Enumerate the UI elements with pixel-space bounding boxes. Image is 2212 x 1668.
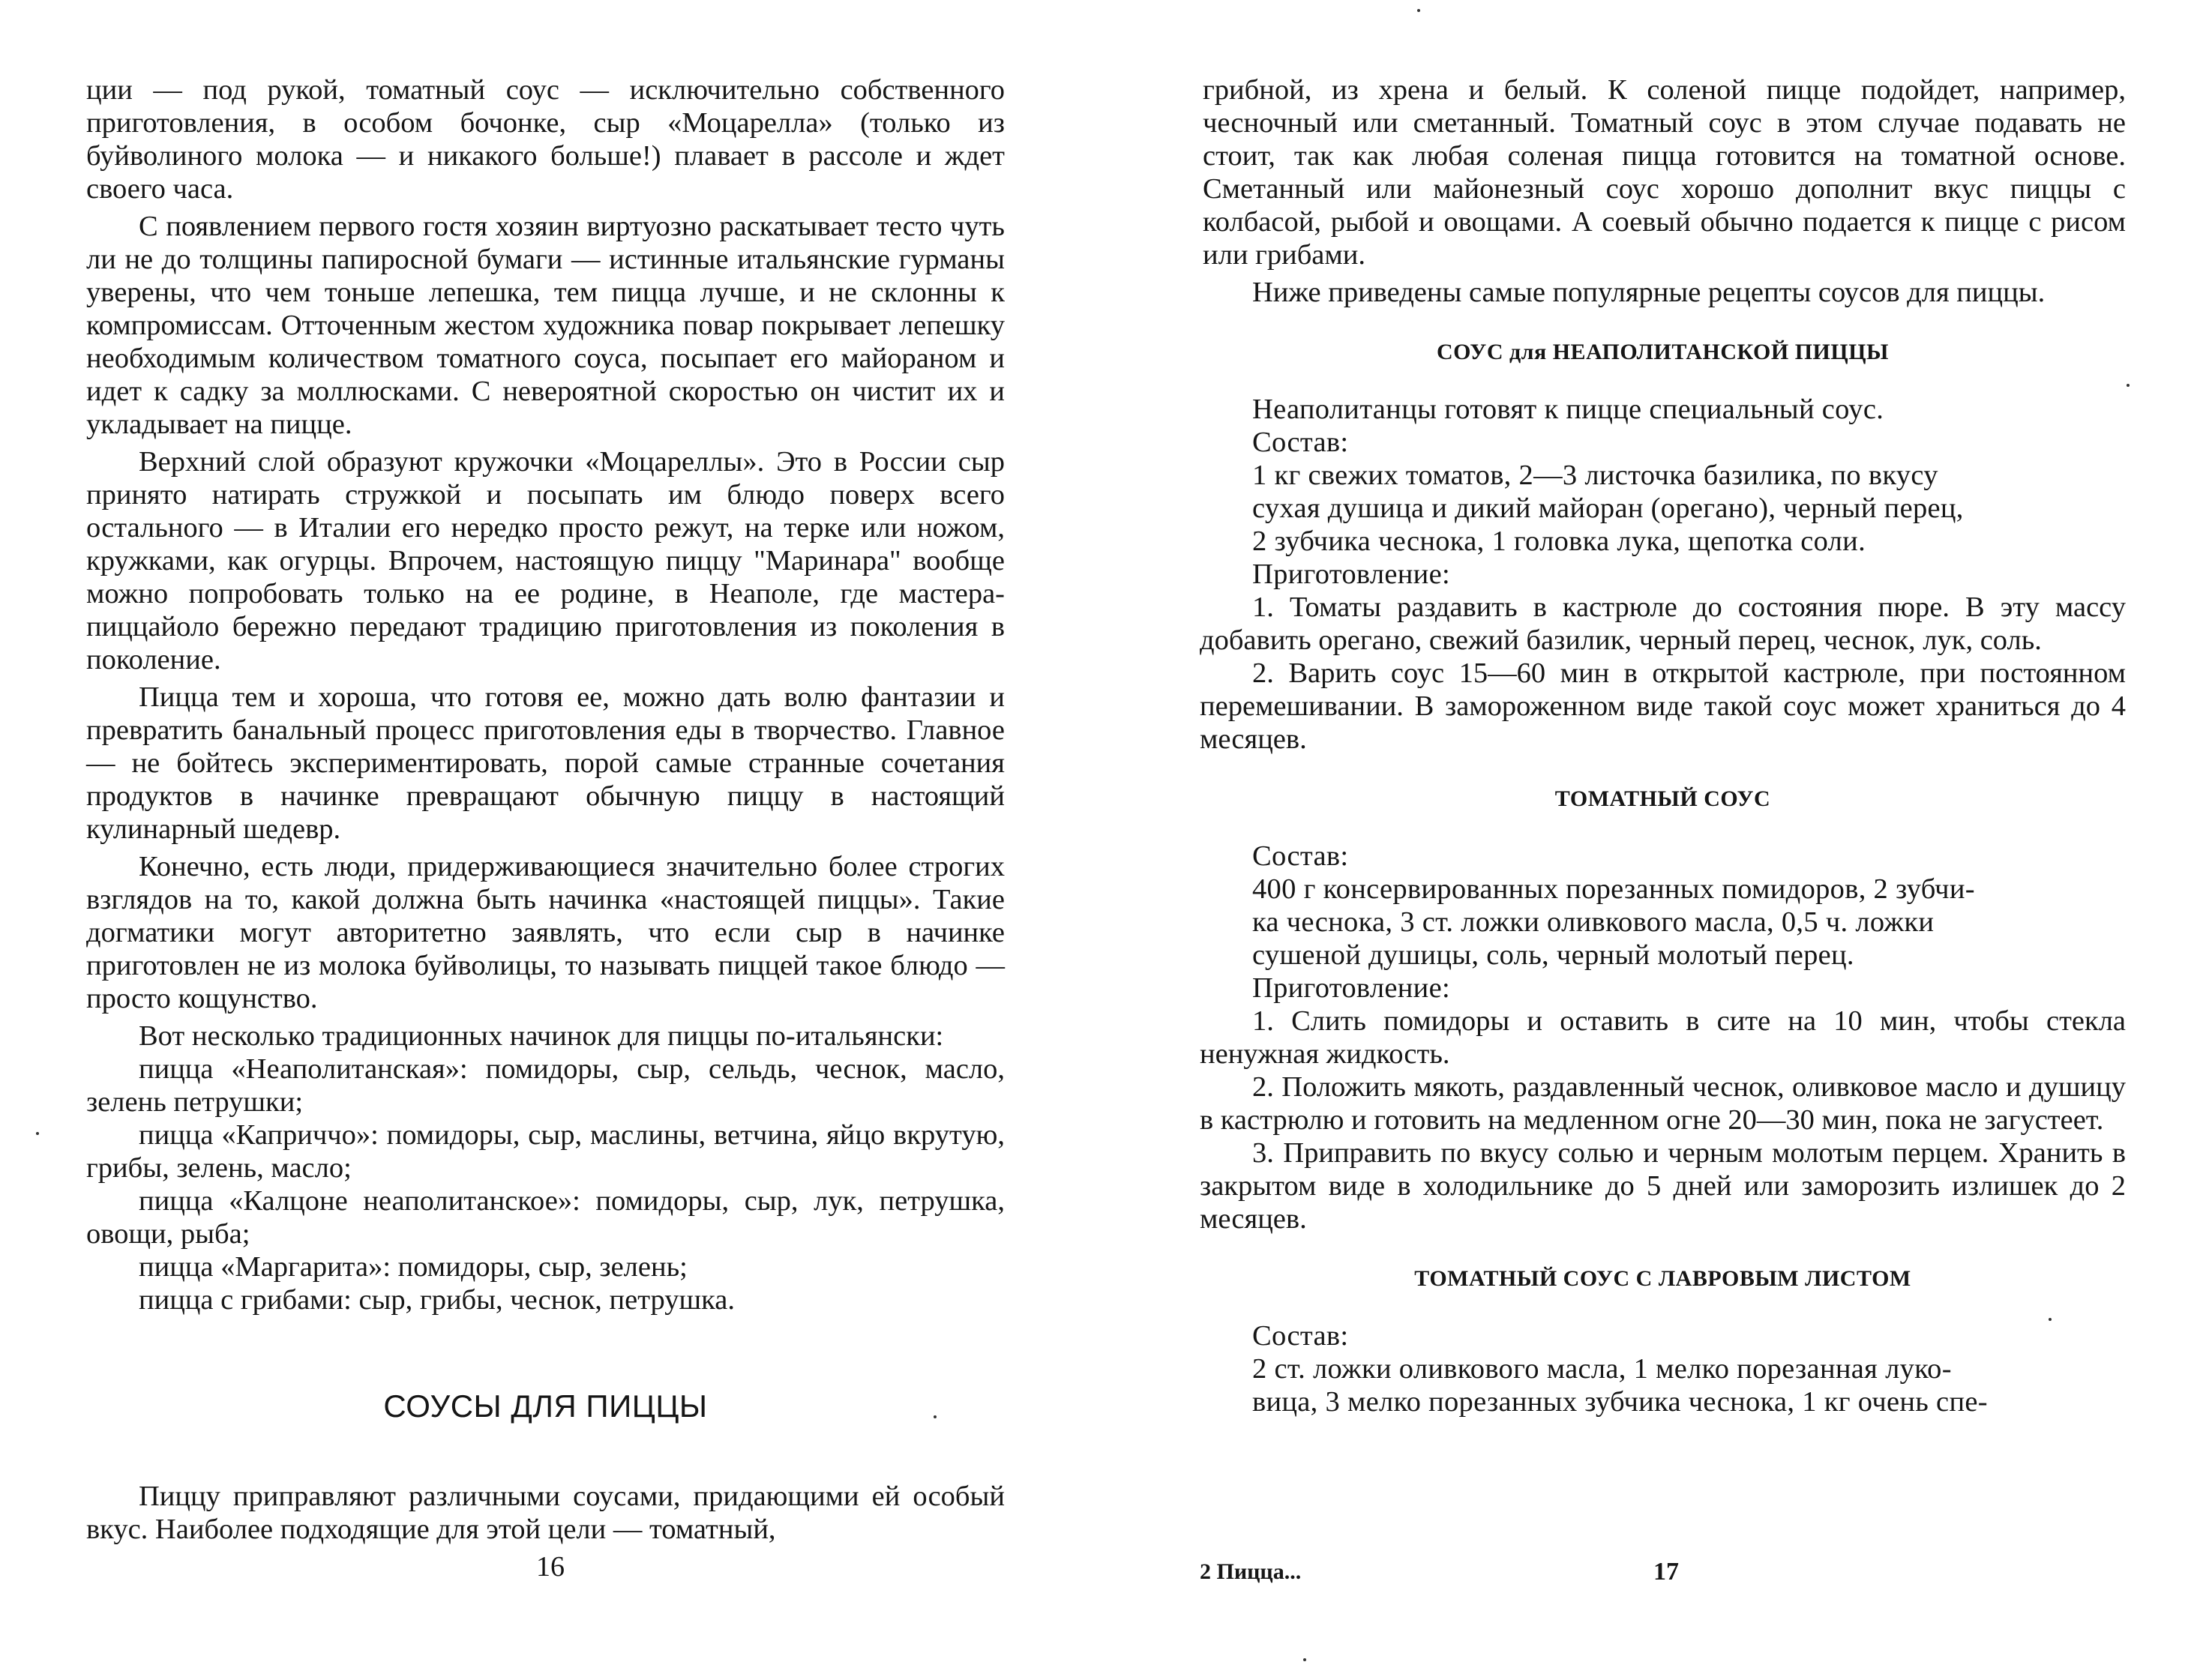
recipe-line: Состав: bbox=[1252, 840, 1349, 872]
scan-speck bbox=[2127, 384, 2130, 387]
right-page bbox=[1200, 0, 2126, 1668]
list-item: пицца с грибами: сыр, грибы, чеснок, петрушка. bbox=[139, 1284, 736, 1316]
list-item: пицца «Каприччо»: помидоры, сыр, маслины, ветчина, яйцо вкрутую, грибы, зелень, масло; bbox=[86, 1119, 1005, 1184]
scan-speck bbox=[1417, 9, 1420, 12]
recipe-line: Состав: bbox=[1252, 427, 1349, 458]
section-title: СОУСЫ ДЛЯ ПИЦЦЫ bbox=[383, 1388, 708, 1424]
left-text-column bbox=[86, 73, 1005, 1546]
recipe-line: 2 ст. ложки оливкового масла, 1 мелко порезанная луко- bbox=[1252, 1353, 1952, 1385]
scan-speck bbox=[2049, 1318, 2052, 1321]
signature-mark: 2 Пицца... bbox=[1200, 1559, 1302, 1584]
paragraph: ции — под рукой, томатный соус — исключительно собственного приготовления, в особом бочонке, сыр «Моцарелла» (только из буйволиного молока — и никакого больше!) плавает в рассоле и ждет своего часа. bbox=[86, 74, 1005, 205]
paragraph: грибной, из хрена и белый. К соленой пицце подойдет, например, чесночный или сметанный. Томатный соус в этом случае подавать не стоит, так как любая соленая пицца готовится на томатной основе. Сметанный или майонезный соус хорошо дополнит вкус пиццы с колбасой, рыбой и овощами. А соевый обычно подается к пицце с рисом или грибами. bbox=[1203, 74, 2126, 271]
paragraph: Ниже приведены самые популярные рецепты соусов для пиццы. bbox=[1252, 277, 2046, 308]
list-intro: Вот несколько традиционных начинок для пиццы по-итальянски: bbox=[139, 1020, 944, 1052]
recipe-line: 1 кг свежих томатов, 2—3 листочка базилика, по вкусу bbox=[1252, 460, 1938, 491]
paragraph: Пицца тем и хороша, что готовя ее, можно дать волю фантазии и превратить банальный процесс приготовления еды в творчество. Главное — не бойтесь экспериментировать, порой самые странные сочетания продуктов в начинке превращают обычную пиццу в настоящий кулинарный шедевр. bbox=[86, 681, 1005, 845]
recipe-line: Состав: bbox=[1252, 1320, 1349, 1352]
scan-speck bbox=[1303, 1658, 1306, 1661]
paragraph: Конечно, есть люди, придерживающиеся значительно более строгих взглядов на то, какой должна быть начинка «настоящей пиццы». Такие догматики могут авторитетно заявлять, что если сыр в начинке приготовлен не из молока буйволицы, то называть пиццей такое блюдо — просто кощунство. bbox=[86, 851, 1005, 1014]
recipe-title: СОУС для НЕАПОЛИТАНСКОЙ ПИЦЦЫ bbox=[1436, 340, 1889, 364]
recipe-line: 400 г консервированных порезанных помидоров, 2 зубчи- bbox=[1252, 873, 1975, 905]
recipe-ingredients bbox=[1200, 1319, 2126, 1418]
recipe-line: вица, 3 мелко порезанных зубчика чеснока, 1 кг очень спе- bbox=[1252, 1386, 1988, 1418]
paragraph: Верхний слой образуют кружочки «Моцареллы». Это в России сыр принято натирать стружкой и посыпать им блюдо поверх всего остального — в Италии его нередко просто режут, на терке или ножом, кружками, как огурцы. Впрочем, настоящую пиццу "Маринара" вообще можно попробовать только на ее родине, в Неаполе, где мастера-пиццайоло бережно передают традицию приготовления из поколения в поколение. bbox=[86, 446, 1005, 675]
recipe-step: 2. Положить мякоть, раздавленный чеснок, оливковое масло и душицу в кастрюлю и готовить на медленном огне 20—30 мин, пока не загустеет. bbox=[1200, 1071, 2126, 1136]
recipe-step: 1. Томаты раздавить в кастрюле до состояния пюре. В эту массу добавить орегано, свежий базилик, черный перец, чеснок, лук, соль. bbox=[1200, 591, 2126, 656]
recipe-line: 2 зубчика чеснока, 1 головка лука, щепотка соли. bbox=[1252, 526, 1866, 557]
scan-speck bbox=[934, 1415, 937, 1418]
recipe-line: ка чеснока, 3 ст. ложки оливкового масла, 0,5 ч. ложки bbox=[1252, 906, 1935, 938]
recipe-line: сушеной душицы, соль, черный молотый перец. bbox=[1252, 939, 1854, 971]
recipe-title: ТОМАТНЫЙ СОУС С ЛАВРОВЫМ ЛИСТОМ bbox=[1414, 1266, 1911, 1291]
list-item: пицца «Неаполитанская»: помидоры, сыр, сельдь, чеснок, масло, зелень петрушки; bbox=[86, 1053, 1005, 1118]
recipe-line: сухая душица и дикий майоран (орегано), черный перец, bbox=[1252, 493, 1964, 524]
list-item: пицца «Калцоне неаполитанское»: помидоры, сыр, лук, петрушка, овощи, рыба; bbox=[86, 1185, 1005, 1250]
recipe-line: Приготовление: bbox=[1252, 972, 1450, 1004]
recipe-title: ТОМАТНЫЙ СОУС bbox=[1554, 786, 1771, 811]
page-number: 16 bbox=[536, 1551, 565, 1583]
recipe-ingredients bbox=[1200, 840, 2126, 1005]
left-page bbox=[86, 0, 1005, 1668]
recipe-ingredients bbox=[1200, 393, 2126, 591]
list-item: пицца «Маргарита»: помидоры, сыр, зелень; bbox=[139, 1251, 688, 1283]
scan-speck bbox=[36, 1132, 39, 1135]
page-footer bbox=[1200, 1556, 2126, 1589]
recipe-step: 1. Слить помидоры и оставить в сите на 10 мин, чтобы стекла ненужная жидкость. bbox=[1200, 1005, 2126, 1070]
page-number: 17 bbox=[1653, 1558, 1679, 1586]
right-text-column bbox=[1200, 73, 2126, 1418]
recipe-line: Неаполитанцы готовят к пицце специальный соус. bbox=[1252, 394, 1884, 425]
recipe-step: 2. Варить соус 15—60 мин в открытой кастрюле, при постоянном перемешивании. В замороженном виде такой соус может храниться до 4 месяцев. bbox=[1200, 657, 2126, 755]
recipe-line: Приготовление: bbox=[1252, 558, 1450, 590]
recipe-step: 3. Приправить по вкусу солью и черным молотым перцем. Хранить в закрытом виде в холодильнике до 5 дней или заморозить излишек до 2 месяцев. bbox=[1200, 1137, 2126, 1235]
paragraph: Пиццу приправляют различными соусами, придающими ей особый вкус. Наиболее подходящие для этой цели — томатный, bbox=[86, 1481, 1005, 1545]
paragraph: С появлением первого гостя хозяин виртуозно раскатывает тесто чуть ли не до толщины папиросной бумаги — истинные итальянские гурманы уверены, что чем тоньше лепешка, тем пицца лучше, и не склонны к компромиссам. Отточенным жестом художника повар покрывает лепешку необходимым количеством томатного соуса, посыпает его майораном и идет к садку за моллюсками. С невероятной скоростью он чистит их и укладывает на пицце. bbox=[86, 211, 1005, 440]
